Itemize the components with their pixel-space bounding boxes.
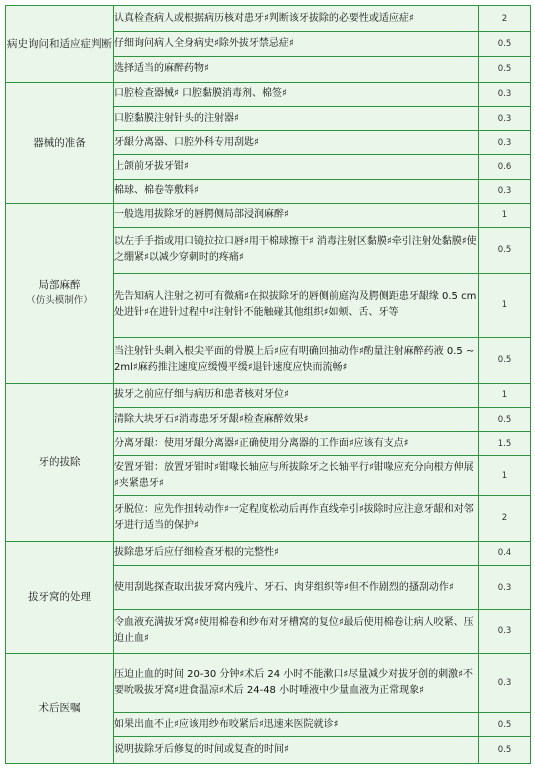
criterion-text: 使用刮匙探查取出拔牙窝内残片、牙石、肉芽组织等♯但不作剧烈的搔刮动作♯ [114, 566, 479, 610]
category-sublabel: （仿头模制作） [26, 295, 93, 307]
score-value: 0.5 [479, 227, 531, 273]
score-value: 0.3 [479, 610, 531, 654]
category-label: 拔牙窝的处理 [28, 591, 91, 604]
category-label: 器械的准备 [33, 136, 86, 149]
criterion-text: 一般选用拔除牙的唇腭侧局部浸润麻醉♯ [114, 203, 479, 227]
category-cell [6, 6, 114, 83]
score-value: 2 [479, 6, 531, 32]
score-value: 1.5 [479, 432, 531, 456]
category-cell [6, 653, 114, 763]
category-label: 牙的拔除 [38, 456, 81, 469]
criterion-text: 口腔检查器械♯ 口腔黏膜消毒剂、棉签♯ [114, 82, 479, 106]
criterion-text: 拔牙之前应仔细与病历和患者核对牙位♯ [114, 383, 479, 407]
score-value: 0.6 [479, 155, 531, 179]
score-value: 0.3 [479, 131, 531, 155]
score-value: 0.5 [479, 713, 531, 737]
category-cell [6, 383, 114, 541]
score-value: 2 [479, 495, 531, 541]
criterion-text: 口腔黏膜注射针头的注射器♯ [114, 107, 479, 131]
score-value: 1 [479, 383, 531, 407]
score-value: 1 [479, 456, 531, 496]
category-label: 病史询问和适应症判断 [7, 37, 112, 50]
criterion-text: 分离牙龈：使用牙龈分离器♯正确使用分离器的工作面♯应该有支点♯ [114, 432, 479, 456]
criterion-text: 先告知病人注射之初可有微痛♯在拟拔除牙的唇侧前庭沟及腭侧距患牙龈缘 0.5 cm 处进针♯在进针过程中♯注射针不能触碰其他组织♯如颊、舌、牙等 [114, 273, 479, 337]
criterion-text: 牙龈分离器、口腔外科专用刮匙♯ [114, 131, 479, 155]
score-value: 0.3 [479, 82, 531, 106]
category-cell [6, 203, 114, 383]
criterion-text: 当注射针头刺入根尖平面的骨膜上后♯应有明确回抽动作♯酌量注射麻醉药液 0.5 ~ 2ml♯麻药推注速度应缓慢平缓♯退针速度应快而流畅♯ [114, 337, 479, 383]
criterion-text: 牙脱位：应先作扭转动作♯一定程度松动后再作直线牵引♯拔除时应注意牙龈和对邻牙进行适当的保护♯ [114, 495, 479, 541]
scoring-table [5, 5, 531, 764]
category-cell [6, 541, 114, 653]
score-value: 0.5 [479, 32, 531, 56]
criterion-text: 压迫止血的时间 20-30 分钟♯术后 24 小时不能漱口♯尽量减少对拔牙创的刺激♯不要吮吸拔牙窝♯进食温凉♯术后 24-48 小时唾液中少量血液为正常现象♯ [114, 653, 479, 712]
criterion-text: 令血液充满拔牙窝♯使用棉卷和纱布对牙槽窝的复位♯最后使用棉卷让病人咬紧、压迫止血♯ [114, 610, 479, 654]
score-value: 0.4 [479, 541, 531, 565]
score-value: 0.3 [479, 107, 531, 131]
criterion-text: 拔除患牙后应仔细检查牙根的完整性♯ [114, 541, 479, 565]
table-row [6, 6, 531, 32]
table-row [6, 82, 531, 106]
table-row [6, 203, 531, 227]
category-label: 局部麻醉 [38, 279, 81, 292]
criterion-text: 以左手手指或用口镜拉拉口唇♯用干棉球擦干♯ 消毒注射区黏膜♯牵引注射处黏膜♯使之绷紧♯以减少穿刺时的疼痛♯ [114, 227, 479, 273]
criterion-text: 棉球、棉卷等敷料♯ [114, 179, 479, 203]
score-value: 1 [479, 203, 531, 227]
criterion-text: 认真检查病人或根据病历核对患牙♯判断该牙拔除的必要性或适应症♯ [114, 6, 479, 32]
score-value: 0.3 [479, 566, 531, 610]
criterion-text: 选择适当的麻醉药物♯ [114, 56, 479, 82]
category-label: 术后医嘱 [38, 702, 81, 715]
criterion-text: 清除大块牙石♯消毒患牙牙龈♯检查麻醉效果♯ [114, 407, 479, 431]
score-value: 0.3 [479, 179, 531, 203]
score-value: 0.5 [479, 337, 531, 383]
score-value: 0.3 [479, 653, 531, 712]
table-row [6, 383, 531, 407]
score-value: 0.5 [479, 56, 531, 82]
table-row [6, 653, 531, 712]
score-value: 1 [479, 273, 531, 337]
scoring-table-body [6, 6, 531, 764]
criterion-text: 如果出血不止♯应该用纱布咬紧后♯迅速来医院就诊♯ [114, 713, 479, 737]
criterion-text: 安置牙钳：放置牙钳时♯钳喙长轴应与所拔除牙之长轴平行♯钳喙应充分向根方伸展♯夹紧患牙♯ [114, 456, 479, 496]
score-value: 0.5 [479, 737, 531, 764]
criterion-text: 说明拔除牙后修复的时间或复查的时间♯ [114, 737, 479, 764]
category-cell [6, 82, 114, 203]
criterion-text: 仔细询问病人全身病史♯除外拔牙禁忌症♯ [114, 32, 479, 56]
table-row [6, 541, 531, 565]
criterion-text: 上颌前牙拔牙钳♯ [114, 155, 479, 179]
score-value: 0.5 [479, 407, 531, 431]
